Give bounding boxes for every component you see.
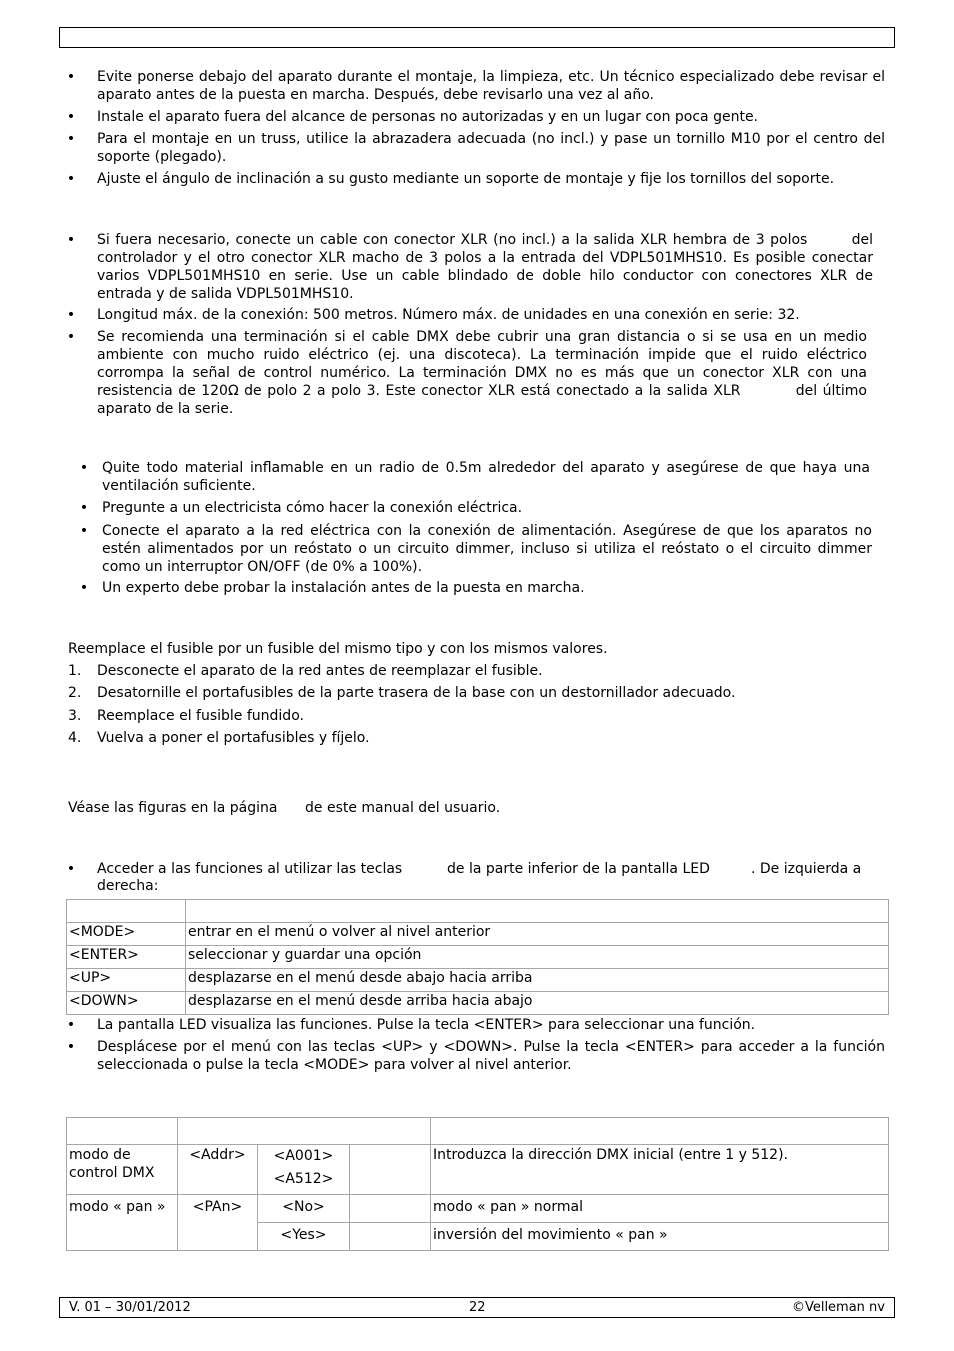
bullet: • [66, 1017, 76, 1033]
figures-note-a: Véase las figuras en la página [68, 800, 278, 816]
keys-bullet-a: Acceder a las funciones al utilizar las teclas [97, 861, 403, 877]
table-row [67, 1195, 889, 1223]
install-bullet-3: Para el montaje en un truss, utilice la abrazadera adecuada (no incl.) y pase un tornillo M10 por el centro del soporte (plegado). [97, 131, 885, 165]
dmx-bullet-3: Se recomienda una terminación si el cable DMX debe cubrir una gran distancia o si se usa en un medio ambiente con mucho ruido eléctrico (ej. una discoteca). La terminación impide que el ruido eléctrico corrompa la señal de control numérico. La terminación DMX no es más que un conector XLR con una resistencia de 120Ω de polo 2 a polo 3. Este conector XLR está conectado a la salida XLR del último aparato de la serie. [97, 329, 872, 417]
menu-bullet-1: La pantalla LED visualiza las funciones. Pulse la tecla <ENTER> para seleccionar una función. [97, 1017, 756, 1033]
bullet: • [79, 580, 89, 596]
step-number: 4. [68, 730, 82, 746]
value-min: <A001> [273, 1148, 334, 1164]
step-number: 3. [68, 708, 82, 724]
keys-bullet-b: de la parte inferior de la pantalla LED [447, 861, 710, 877]
code-cell: <PAn> [178, 1195, 258, 1251]
install-bullet-2: Instale el aparato fuera del alcance de personas no autorizadas y en un lugar con poca gente. [97, 109, 759, 125]
menu-bullet-2: Desplácese por el menú con las teclas <UP> y <DOWN>. Pulse la tecla <ENTER> para acceder a la función seleccionada o pulse la tecla <MODE> para volver al nivel anterior. [97, 1039, 885, 1073]
power-bullet-1: Quite todo material inflamable en un radio de 0.5m alrededor del aparato y asegúrese de que haya una ventilación suficiente. [102, 460, 870, 494]
install-bullet-4: Ajuste el ángulo de inclinación a su gusto mediante un soporte de montaje y fije los tornillos del soporte. [97, 171, 835, 187]
bullet: • [66, 232, 76, 248]
key-cell: <MODE> [67, 923, 186, 946]
function-cell: modo « pan » [67, 1195, 178, 1251]
install-bullet-1: Evite ponerse debajo del aparato durante el montaje, la limpieza, etc. Un técnico especializado debe revisar el aparato antes de la puesta en marcha. Después, debe revisarlo una vez al año. [97, 69, 885, 103]
fuse-step-2: Desatornille el portafusibles de la parte trasera de la base con un destornillador adecuado. [97, 685, 736, 701]
bullet: • [66, 307, 76, 323]
keys-bullet-d: derecha: [97, 878, 159, 894]
power-bullet-4: Un experto debe probar la instalación antes de la puesta en marcha. [102, 580, 585, 596]
bullet: • [66, 109, 76, 125]
key-cell: <DOWN> [67, 992, 186, 1015]
footer-page-number: 22 [469, 1300, 486, 1315]
bullet: • [66, 131, 76, 147]
bullet: • [66, 861, 76, 877]
dmx-bullet-2: Longitud máx. de la conexión: 500 metros. Número máx. de unidades en una conexión en serie: 32. [97, 307, 800, 323]
header-box [59, 27, 895, 48]
key-cell: <UP> [67, 969, 186, 992]
desc-cell: Introduzca la dirección DMX inicial (entre 1 y 512). [431, 1145, 889, 1195]
footer-version: V. 01 – 30/01/2012 [69, 1300, 191, 1315]
desc-cell: entrar en el menú o volver al nivel anterior [186, 923, 889, 946]
table-row [67, 992, 889, 1015]
fuse-step-3: Reemplace el fusible fundido. [97, 708, 304, 724]
step-number: 1. [68, 663, 82, 679]
desc-cell: desplazarse en el menú desde arriba hacia abajo [186, 992, 889, 1015]
table-row [67, 923, 889, 946]
menu-table [66, 1117, 889, 1251]
table-row [67, 969, 889, 992]
keys-bullet-c: . De izquierda a [751, 861, 862, 877]
fuse-step-1: Desconecte el aparato de la red antes de reemplazar el fusible. [97, 663, 543, 679]
bullet: • [66, 69, 76, 85]
footer-brand: ©Velleman nv [791, 1300, 885, 1315]
table-row [67, 1118, 889, 1145]
desc-cell: desplazarse en el menú desde abajo hacia arriba [186, 969, 889, 992]
fuse-step-4: Vuelva a poner el portafusibles y fíjelo. [97, 730, 370, 746]
table-row [67, 1145, 889, 1195]
bullet: • [66, 1039, 76, 1055]
desc-cell: modo « pan » normal [431, 1195, 889, 1223]
bullet: • [79, 523, 89, 539]
footer [59, 1297, 895, 1318]
step-number: 2. [68, 685, 82, 701]
dmx-bullet-1: Si fuera necesario, conecte un cable con conector XLR (no incl.) a la salida XLR hembra de 3 polos del controlador y el otro conector XLR macho de 3 polos a la entrada del VDPL501MHS10. Es posible conectar varios VDPL501MHS10 en serie. Use un cable blindado de doble hilo conductor con conectores XLR de entrada y de salida VDPL501MHS10. [97, 232, 878, 302]
bullet: • [79, 500, 89, 516]
table-row [67, 946, 889, 969]
function-cell: modo de control DMX [67, 1145, 178, 1195]
keys-table [66, 899, 889, 1015]
desc-cell: seleccionar y guardar una opción [186, 946, 889, 969]
power-bullet-2: Pregunte a un electricista cómo hacer la conexión eléctrica. [102, 500, 523, 516]
value-cell: <No> [258, 1195, 350, 1223]
figures-note-b: de este manual del usuario. [305, 800, 501, 816]
bullet: • [66, 171, 76, 187]
value-cell [258, 1145, 350, 1195]
bullet: • [79, 460, 89, 476]
fuse-intro: Reemplace el fusible por un fusible del mismo tipo y con los mismos valores. [68, 641, 608, 657]
value-max: <A512> [273, 1171, 334, 1187]
table-row [67, 900, 889, 923]
key-cell: <ENTER> [67, 946, 186, 969]
desc-cell: inversión del movimiento « pan » [431, 1223, 889, 1251]
code-cell: <Addr> [178, 1145, 258, 1195]
bullet: • [66, 329, 76, 345]
power-bullet-3: Conecte el aparato a la red eléctrica con la conexión de alimentación. Asegúrese de que los aparatos no estén alimentados por un reóstato o un circuito dimmer, incluso si utiliza el reóstato o el circuito dimmer como un interruptor ON/OFF (de 0% a 100%). [102, 523, 872, 575]
value-cell: <Yes> [258, 1223, 350, 1251]
